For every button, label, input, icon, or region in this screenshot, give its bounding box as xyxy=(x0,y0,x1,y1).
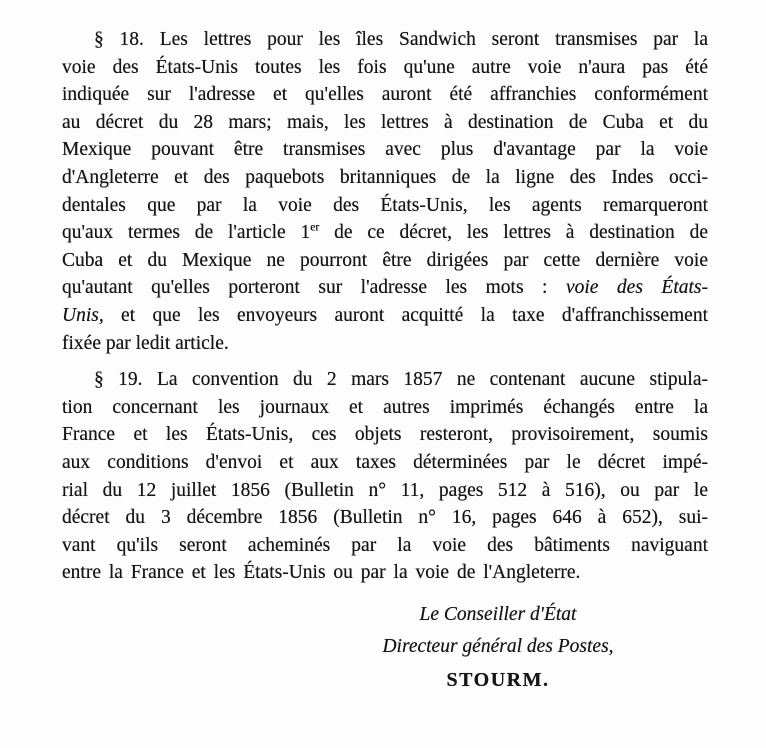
signature-block xyxy=(278,599,718,697)
text-line: dentales que par la voie des États-Unis, les agents remarqueront xyxy=(62,194,708,216)
text-line: Mexique pouvant être transmises avec plus d'avantage par la voie xyxy=(62,139,708,161)
text-line: § 19. La convention du 2 mars 1857 ne contenant aucune stipula- xyxy=(94,369,708,391)
text-line xyxy=(62,219,708,247)
text-line: tion concernant les journaux et autres imprimés échangés entre la xyxy=(62,396,708,418)
text-line: d'Angleterre et des paquebots britanniques de la ligne des Indes occi- xyxy=(62,166,708,188)
text-run: et que les envoyeurs auront acquitté la taxe d'affranchissement xyxy=(103,304,708,326)
text-line: voie des États-Unis toutes les fois qu'une autre voie n'aura pas été xyxy=(62,56,708,78)
text-line: aux conditions d'envoi et aux taxes déterminées par le décret impé- xyxy=(62,451,708,473)
text-line: entre la France et les États-Unis ou par la voie de l'Angleterre. xyxy=(62,562,581,584)
text-run: qu'autant qu'elles porteront sur l'adresse les mots : xyxy=(62,277,566,299)
text-line: indiquée sur l'adresse et qu'elles auront été affranchies conformément xyxy=(62,84,708,106)
signatory-title-line: Directeur général des Postes, xyxy=(382,636,614,658)
superscript-ordinal: er xyxy=(310,220,320,234)
text-line: § 18. Les lettres pour les îles Sandwich seront transmises par la xyxy=(94,29,708,50)
text-run-italic: Unis, xyxy=(62,304,104,326)
text-line xyxy=(62,274,708,302)
text-run: qu'aux termes de l'article 1 xyxy=(62,222,311,244)
text-line: rial du 12 juillet 1856 (Bulletin n° 11, pages 512 à 516), ou par le xyxy=(62,479,708,501)
signatory-name: STOURM. xyxy=(446,668,550,691)
text-run-italic: voie des États- xyxy=(565,277,708,299)
text-block xyxy=(62,26,708,697)
text-line: France et les États-Unis, ces objets resteront, provisoirement, soumis xyxy=(62,424,708,446)
text-line: au décret du 28 mars; mais, les lettres à destination de Cuba et du xyxy=(62,111,708,133)
text-run: de ce décret, les lettres à destination de xyxy=(319,222,708,244)
signatory-title-line: Le Conseiller d'État xyxy=(419,603,577,625)
text-line: décret du 3 décembre 1856 (Bulletin n° 16, pages 646 à 652), sui- xyxy=(62,507,708,529)
text-line: vant qu'ils seront acheminés par la voie des bâtiments naviguant xyxy=(62,534,708,556)
paragraph-section-19 xyxy=(62,366,708,587)
text-line: Cuba et du Mexique ne pourront être dirigées par cette dernière voie xyxy=(62,249,708,271)
paragraph-section-18 xyxy=(62,26,708,357)
text-line xyxy=(62,302,708,330)
text-line: fixée par ledit article. xyxy=(62,332,229,354)
